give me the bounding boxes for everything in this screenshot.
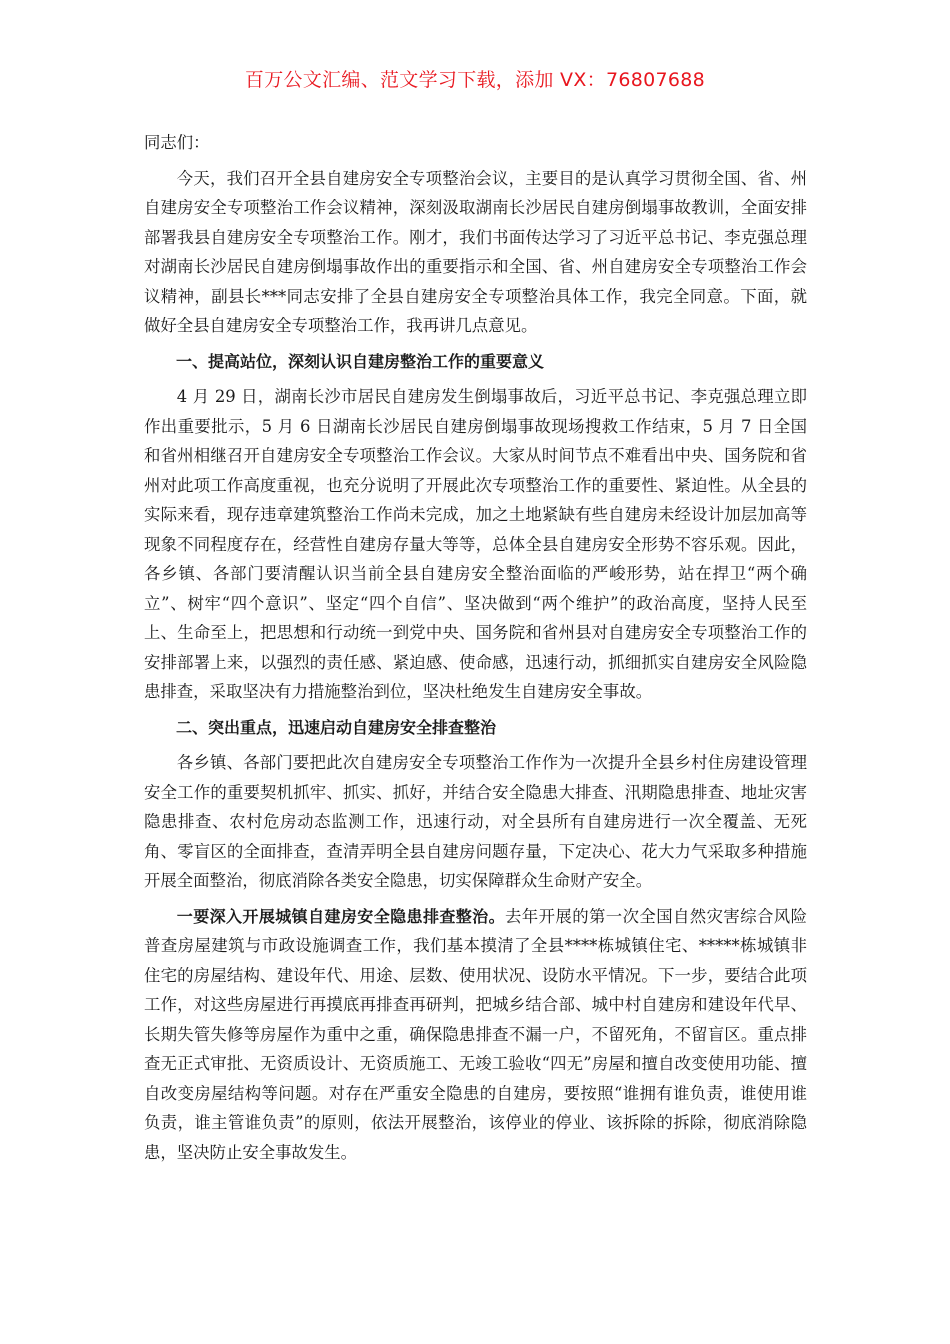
point-1-lead: 一要深入开展城镇自建房安全隐患排查整治。 — [176, 906, 505, 926]
section-2-heading: 二、突出重点，迅速启动自建房安全排查整治 — [176, 717, 497, 737]
header-banner: 百万公文汇编、范文学习下载，添加 VX：76807688 — [244, 69, 706, 91]
section-2-paragraph: 各乡镇、各部门要把此次自建房安全专项整治工作作为一次提升全县乡村住房建设管理安全工作的重要契机抓牢、抓实、抓好，并结合安全隐患大排查、汛期隐患排查、地址灾害隐患排查、农村危房动态监测工作，迅速行动，对全县所有自建房进行一次全覆盖、无死角、零盲区的全面排查，查清弄明全县自建房问题存量，下定决心、花大力气采取多种措施开展全面整治，彻底消除各类安全隐患，切实保障群众生命财产安全。 — [144, 753, 807, 890]
salutation: 同志们： — [144, 133, 210, 152]
intro-paragraph: 今天，我们召开全县自建房安全专项整治会议，主要目的是认真学习贯彻全国、省、州自建房安全专项整治工作会议精神，深刻汲取湖南长沙居民自建房倒塌事故教训，全面安排部署我县自建房安全专项整治工作。刚才，我们书面传达学习了习近平总书记、李克强总理对湖南长沙居民自建房倒塌事故作出的重要指示和全国、省、州自建房安全专项整治工作会议精神，副县长***同志安排了全县自建房安全专项整治具体工作，我完全同意。下面，就做好全县自建房安全专项整治工作，我再讲几点意见。 — [144, 168, 807, 335]
section-1-heading: 一、提高站位，深刻认识自建房整治工作的重要意义 — [176, 351, 545, 371]
point-1-body: 去年开展的第一次全国自然灾害综合风险普查房屋建筑与市政设施调查工作，我们基本摸清了全县****栋城镇住宅、*****栋城镇非住宅的房屋结构、建设年代、用途、层数、使用状况、设防水平情况。下一步，要结合此项工作，对这些房屋进行再摸底再排查再研判，把城乡结合部、城中村自建房和建设年代早、长期失管失修等房屋作为重中之重，确保隐患排查不漏一户，不留死角，不留盲区。重点排查无正式审批、无资质设计、无资质施工、无竣工验收“四无”房屋和擅自改变使用功能、擅自改变房屋结构等问题。对存在严重安全隐患的自建房，要按照“谁拥有谁负责，谁使用谁负责，谁主管谁负责”的原则，依法开展整治，该停业的停业、该拆除的拆除，彻底消除隐患，坚决防止安全事故发生。 — [144, 906, 807, 1162]
section-1-paragraph: 4 月 29 日，湖南长沙市居民自建房发生倒塌事故后，习近平总书记、李克强总理立即作出重要批示，5 月 6 日湖南长沙居民自建房倒塌事故现场搜救工作结束，5 月 7 日全国和省州相继召开自建房安全专项整治工作会议。大家从时间节点不难看出中央、国务院和省州对此项工作高度重视，也充分说明了开展此次专项整治工作的重要性、紧迫性。从全县的实际来看，现存违章建筑整治工作尚未完成，加之土地紧缺有些自建房未经设计加层加高等现象不同程度存在，经营性自建房存量大等等，总体全县自建房安全形势不容乐观。因此，各乡镇、各部门要清醒认识当前全县自建房安全整治面临的严峻形势，站在捍卫“两个确立”、树牢“四个意识”、坚定“四个自信”、坚决做到“两个维护”的政治高度，坚持人民至上、生命至上，把思想和行动统一到党中央、国务院和省州县对自建房安全专项整治工作的安排部署上来，以强烈的责任感、紧迫感、使命感，迅速行动，抓细抓实自建房安全风险隐患排查，采取坚决有力措施整治到位，坚决杜绝发生自建房安全事故。 — [144, 387, 807, 701]
point-1-paragraph — [144, 902, 807, 1168]
document-body — [144, 128, 807, 1173]
